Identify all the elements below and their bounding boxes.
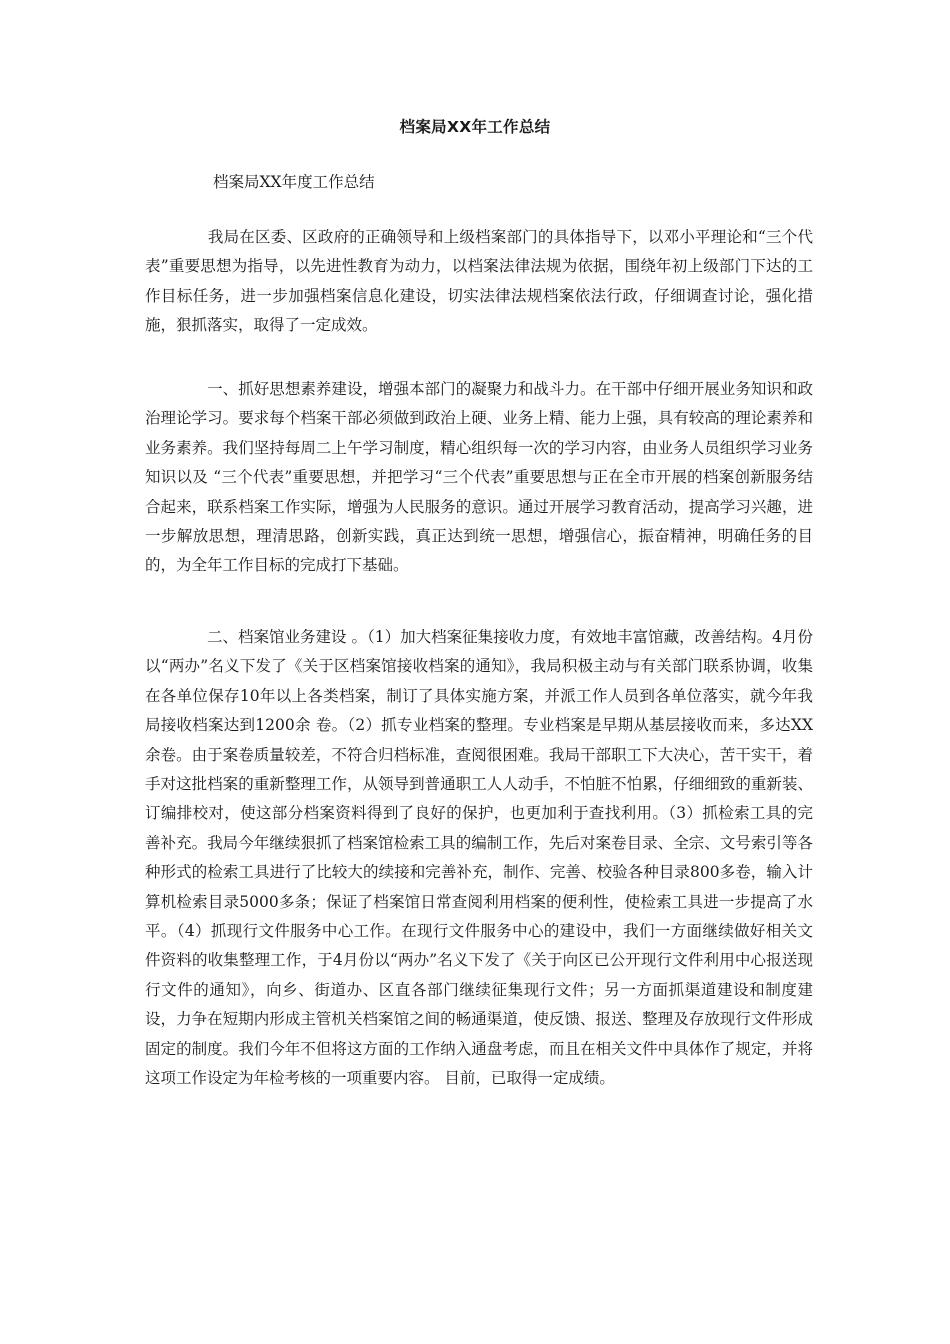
document-title: 档案局XX年工作总结 [399,118,551,136]
paragraph-section-one: 一、抓好思想素养建设，增强本部门的凝聚力和战斗力。在干部中仔细开展业务知识和政治理论学习。要求每个档案干部必须做到政治上硬、业务上精、能力上强，具有较高的理论素养和业务素养。我们坚持每周二上午学习制度，精心组织每一次的学习内容，由业务人员组织学习业务知识以及 “三个代表”重要思想，并把学习“三个代表”重要思想与正在全市开展的档案创新服务结合起来，联系档案工作实际，增强为人民服务的意识。通过开展学习教育活动，提高学习兴趣，进一步解放思想，理清思路，创新实践，真正达到统一思想，增强信心，振奋精神，明确任务的目的，为全年工作目标的完成打下基础。 [145,380,813,575]
paragraph-section-two: 二、档案馆业务建设 。（1）加大档案征集接收力度，有效地丰富馆藏，改善结构。4月份以“两办”名义下发了《关于区档案馆接收档案的通知》，我局积极主动与有关部门联系协调，收集在各单位保存10年以上各类档案，制订了具体实施方案，并派工作人员到各单位落实，就今年我局接收档案达到1200余 卷。（2）抓专业档案的整理。专业档案是早期从基层接收而来，多达XX余卷。由于案卷质量较差，不符合归档标准，查阅很困难。我局干部职工下大决心，苦干实干，着手对这批档案的重新整理工作，从领导到普通职工人人动手，不怕脏不怕累，仔细细致的重新装、订编排校对，使这部分档案资料得到了良好的保护，也更加利于查找利用。（3）抓检索工具的完善补充。我局今年继续狠抓了档案馆检索工具的编制工作，先后对案卷目录、全宗、文号索引等各种形式的检索工具进行了比较大的续接和完善补充，制作、完善、校验各种目录800多卷，输入计算机检索目录5000多条；保证了档案馆日常查阅利用档案的便利性，使检索工具进一步提高了水平。（4）抓现行文件服务中心工作。在现行文件服务中心的建设中，我们一方面继续做好相关文件资料的收集整理工作，于4月份以“两办”名义下发了《关于向区已公开现行文件利用中心报送现行文件的通知》，向乡、街道办、区直各部门继续征集现行文件；另一方面抓渠道建设和制度建设，力争在短期内形成主管机关档案馆之间的畅通渠道，使反馈、报送、整理及存放现行文件形成固定的制度。我们今年不但将这方面的工作纳入通盘考虑，而且在相关文件中具体作了规定，并将这项工作设定为年检考核的一项重要内容。 目前，已取得一定成绩。 [145,628,813,1088]
paragraph-intro: 我局在区委、区政府的正确领导和上级档案部门的具体指导下，以邓小平理论和“三个代表”重要思想为指导，以先进性教育为动力，以档案法律法规为依据，围绕年初上级部门下达的工作目标任务，进一步加强档案信息化建设，切实法律法规档案依法行政，仔细调查讨论，强化措施，狠抓落实，取得了一定成效。 [145,228,813,335]
document-subtitle: 档案局XX年度工作总结 [213,173,375,191]
